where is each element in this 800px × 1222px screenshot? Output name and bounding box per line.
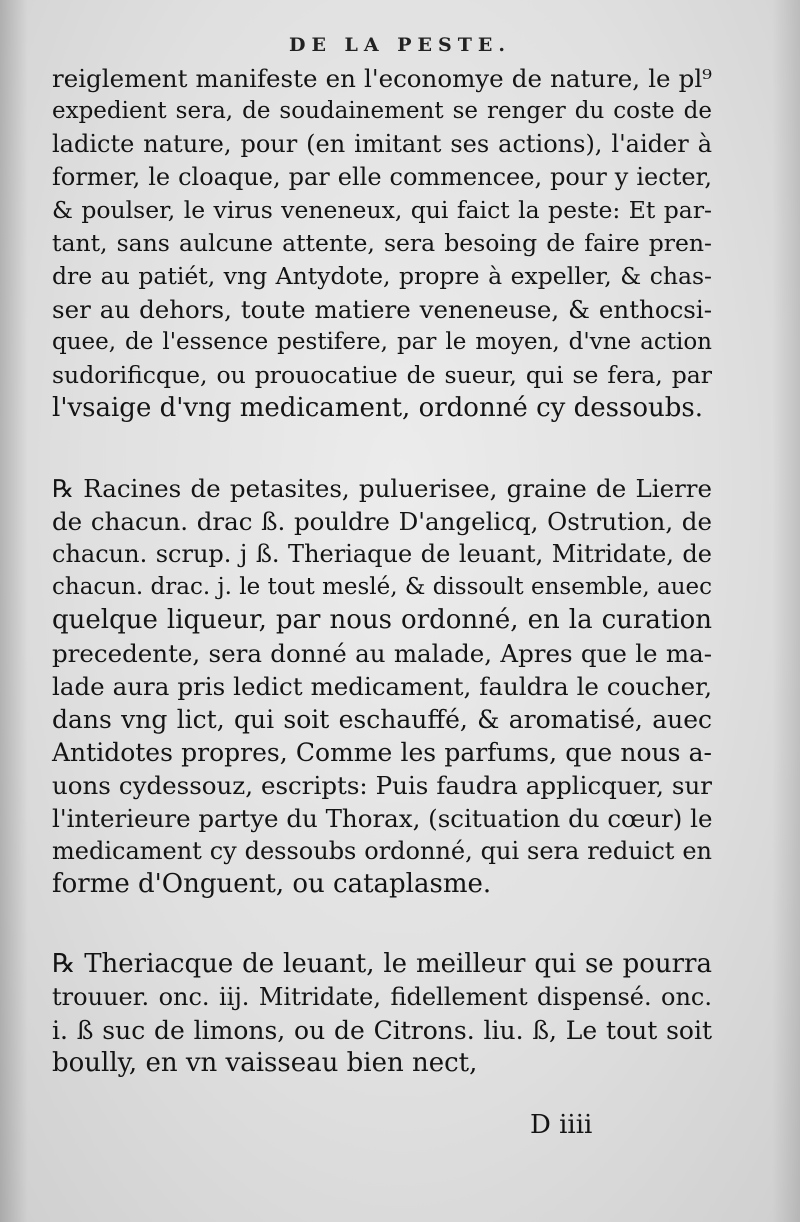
text-line: expedient sera, de soudainement se renger du coste de — [52, 98, 712, 124]
text-line: dans vng lict, qui soit eschauffé, & aromatisé, auec — [52, 705, 712, 734]
page-left-shadow — [0, 0, 28, 1222]
text-line: & poulser, le virus veneneux, qui faict la peste: Et par- — [52, 196, 712, 224]
running-title: DE LA PESTE. — [288, 34, 511, 56]
text-line: forme d'Onguent, ou cataplasme. — [52, 869, 492, 899]
text-line: quelque liqueur, par nous ordonné, en la curation — [52, 605, 712, 635]
text-line: l'vsaige d'vng medicament, ordonné cy dessoubs. — [52, 393, 703, 423]
text-line: boully, en vn vaisseau bien nect, — [52, 1048, 478, 1078]
text-line: medicament cy dessoubs ordonné, qui sera reduict en — [52, 837, 712, 865]
paragraph-recipe-1 — [52, 472, 712, 901]
text-line: l'interieure partye du Thorax, (scituation du cœur) le — [52, 804, 713, 833]
text-line: trouuer. onc. iij. Mitridate, fidellement dispensé. onc. — [52, 983, 712, 1011]
text-line: former, le cloaque, par elle commencee, pour y iecter, — [52, 163, 712, 191]
text-line: de chacun. drac ß. pouldre D'angelicq, Ostrution, de — [52, 507, 712, 536]
text-line: tant, sans aulcune attente, sera besoing de faire pren- — [52, 229, 712, 257]
text-line: ladicte nature, pour (en imitant ses actions), l'aider à — [52, 130, 712, 158]
text-line: ℞ Racines de petasites, pulueriseе, graine de Lierre — [52, 474, 712, 503]
paragraph-recipe-2 — [52, 948, 712, 1080]
text-line: i. ß suc de limons, ou de Citrons. liu. ß, Le tout soit — [52, 1016, 712, 1045]
text-line: precedente, sera donné au malade, Apres que le ma- — [52, 639, 712, 668]
text-line: quee, de l'essence pestifere, par le moyen, d'vne action — [52, 329, 712, 355]
text-line: lade aura pris ledict medicament, fauldra le coucher, — [52, 672, 712, 701]
text-line: dre au patiét, vng Antydote, propre à expeller, & chas- — [52, 262, 712, 290]
text-line: sudorificque, ou prouocatiue de sueur, qui se fera, par — [52, 361, 712, 389]
text-line: Antidotes propres, Comme les parfums, que nous a- — [52, 738, 712, 767]
text-line: chacun. drac. j. le tout meslé, & dissoult ensemble, auec — [52, 574, 712, 600]
text-line: ser au dehors, toute matiere veneneuse, & enthocsi- — [52, 295, 712, 324]
text-line: uons cydessouz, escripts: Puis faudra applicquer, sur — [52, 771, 712, 800]
text-line: reiglement manifeste en l'economye de nature, le pl⁹ — [52, 64, 712, 93]
signature-mark: D iiii — [530, 1110, 593, 1140]
text-line: chacun. scrup. j ß. Theriaque de leuant, Mitridate, de — [52, 540, 712, 568]
page-right-shadow — [772, 0, 800, 1222]
text-line: ℞ Theriacque de leuant, le meilleur qui se pourra — [52, 949, 712, 979]
paragraph-intro — [52, 62, 712, 425]
